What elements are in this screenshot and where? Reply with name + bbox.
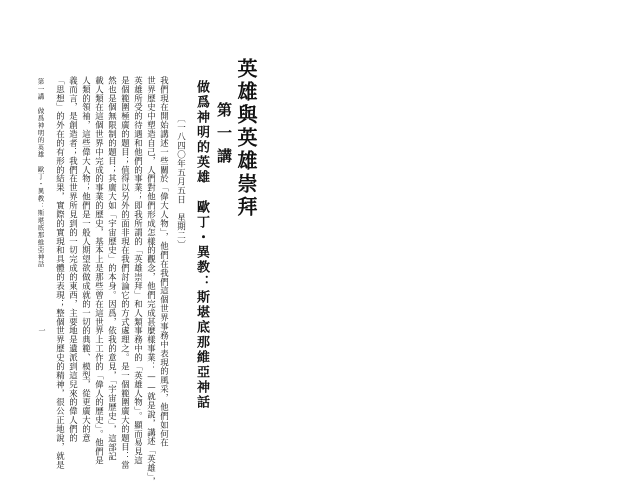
lecture-date: 〔一八四〇年五月五日 星期二〕 — [175, 114, 186, 249]
running-footer: 第一講 做爲神明的英雄 歐丁・異教：斯堪底那維亞神話 — [36, 78, 45, 268]
body-column: 我們現在開始講述一些關於「偉大人物」，他們在我們這個世界事務中表現的風采，他們如何在 — [159, 76, 170, 448]
body-column: 然也是個無限制的題目；其廣大如「宇宙歷史」的本身。因爲，依我的意見，「宇宙歷史」，這部記 — [107, 76, 118, 461]
book-title: 英雄與英雄崇拜 — [234, 58, 258, 219]
body-column: 義而言，是創造者；我們在世界所見到的一切完成的東西，主要地是遺派到這兒來的偉人們的 — [68, 76, 79, 443]
lecture-subtitle: 做爲神明的英雄 歐丁・異教：斯堪底那維亞神話 — [194, 80, 209, 410]
body-column: 人類的領袖，這些偉大人物；他們是一般人期望欲做成就的一切的典範、模型，從更廣大的意 — [81, 76, 92, 443]
body-column: 載人類在這個世界中完成的事業的歷史，基本上是那些曾在這世界上工作的「偉人的歷史」。他們是 — [94, 76, 105, 466]
page-number: 一 — [38, 327, 46, 334]
body-column: 英雄所受的待遇和他們的事業；即我所謂的「英雄崇拜」和人類事務中的「英雄人物」。顯而易見這 — [133, 76, 144, 466]
body-column: 世界歷史中塑造自己，人們對他們形成怎樣的觀念，他們完成甚麼樣事業：——就是說，講述「英雄」， — [146, 76, 157, 486]
body-column: 「思想」的外在的有形的結果，實際的實現和具體的表現；整個世界歷史的精神，很公正地說，就是 — [55, 76, 66, 470]
body-column: 是個範圍極廣的題目；值得以另外的面非現在我們討論它的方式處理之。是一個範圍廣大的題目：當 — [120, 76, 131, 470]
lecture-number: 第一講 — [215, 102, 233, 171]
